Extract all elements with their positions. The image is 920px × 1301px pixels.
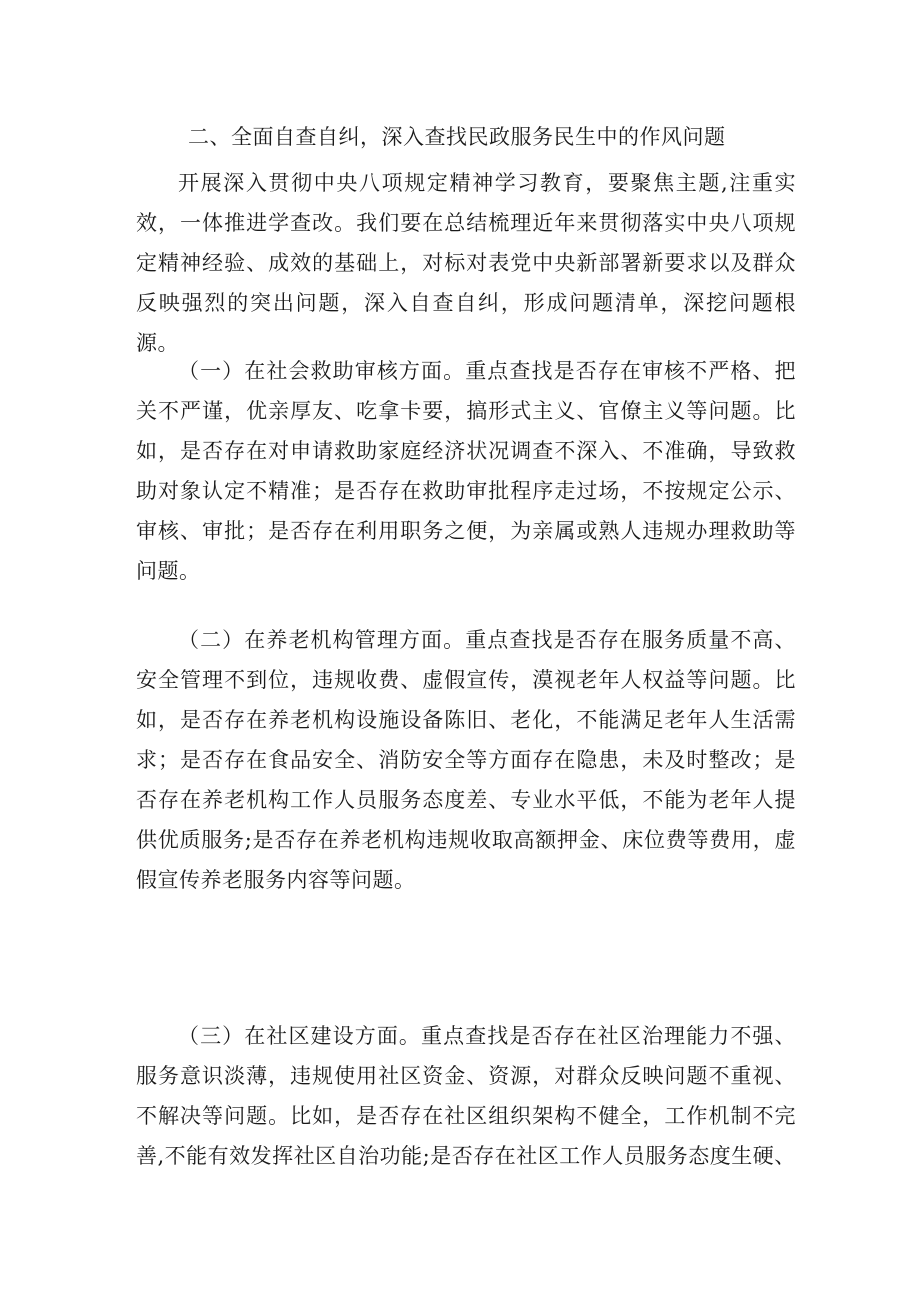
paragraph-intro: 开展深入贯彻中央八项规定精神学习教育，要聚焦主题,注重实效，一体推进学查改。我们要在总结梳理近年来贯彻落实中央八项规定精神经验、成效的基础上，对标对表党中央新部署新要求以及群众反映强烈的突出问题，深入自查自纠，形成问题清单，深挖问题根源。 [136,171,796,355]
paragraph-social-assistance: （一）在社会救助审核方面。重点查找是否存在审核不严格、把关不严谨，优亲厚友、吃拿卡要，搞形式主义、官僚主义等问题。比如，是否存在对申请救助家庭经济状况调查不深入、不准确，导致救助对象认定不精准；是否存在救助审批程序走过场，不按规定公示、审核、审批；是否存在利用职务之便，为亲属或熟人违规办理救助等问题。 [136,359,796,583]
paragraph-elderly-care: （二）在养老机构管理方面。重点查找是否存在服务质量不高、安全管理不到位，违规收费、虚假宣传，漠视老年人权益等问题。比如，是否存在养老机构设施设备陈旧、老化，不能满足老年人生活需求；是否存在食品安全、消防安全等方面存在隐患，未及时整改；是否存在养老机构工作人员服务态度差、专业水平低，不能为老年人提供优质服务;是否存在养老机构违规收取高额押金、床位费等费用，虚假宣传养老服务内容等问题。 [136,628,796,892]
section-heading: 二、全面自查自纠，深入查找民政服务民生中的作风问题 [188,125,726,149]
paragraph-community-building: （三）在社区建设方面。重点查找是否存在社区治理能力不强、服务意识淡薄，违规使用社区资金、资源，对群众反映问题不重视、不解决等问题。比如，是否存在社区组织架构不健全，工作机制不完善,不能有效发挥社区自治功能;是否存在社区工作人员服务态度生硬、 [136,1024,796,1168]
